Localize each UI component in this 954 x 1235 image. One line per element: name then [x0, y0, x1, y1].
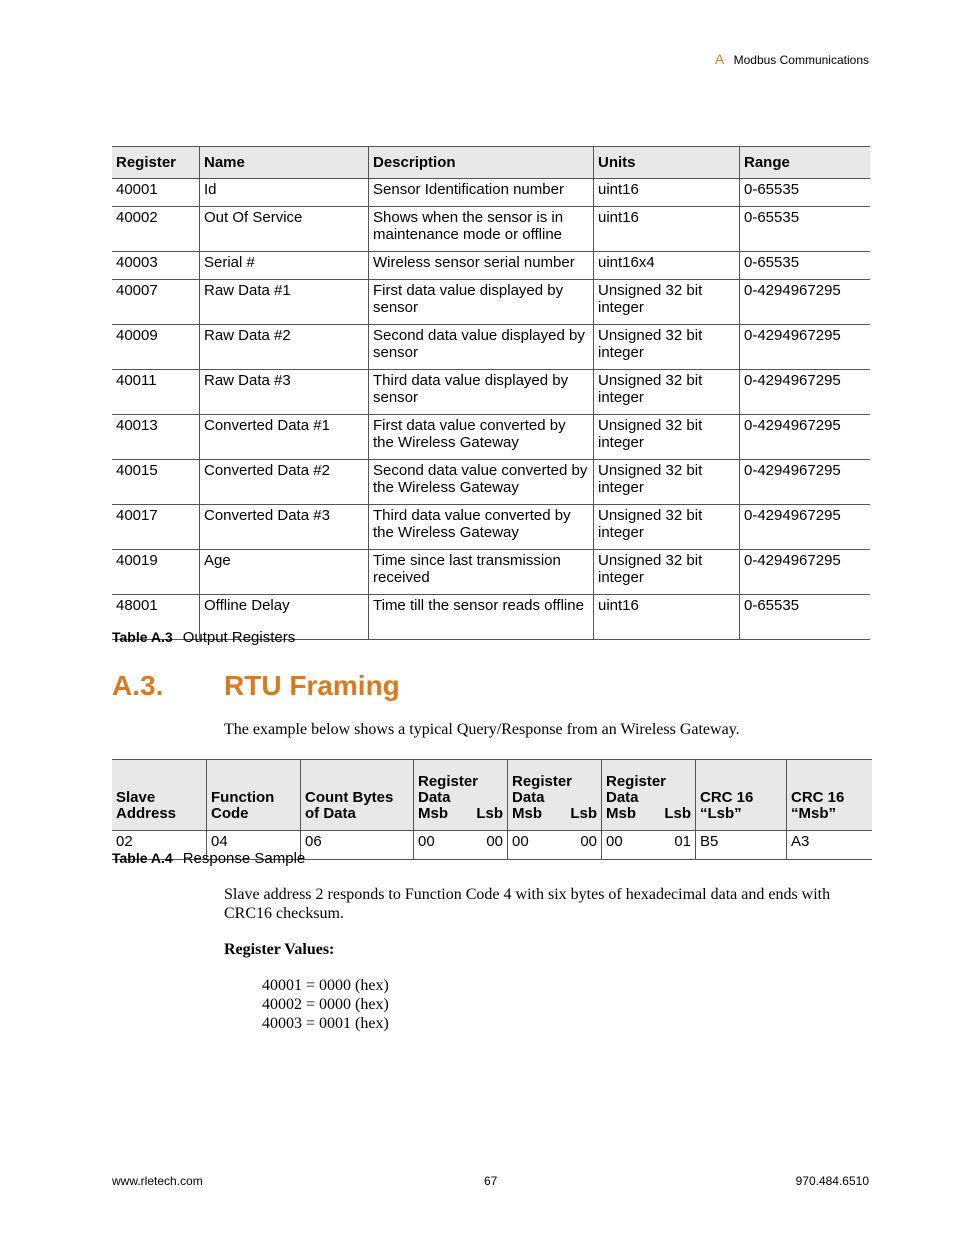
table-cell: Unsigned 32 bit integer: [594, 415, 740, 460]
column-header-count-bytes: [301, 760, 414, 831]
table-cell: Time since last transmission received: [369, 550, 594, 595]
table-cell: Id: [200, 179, 369, 207]
msb-value: 00: [512, 833, 529, 850]
column-header-register-data: [414, 760, 508, 831]
header-line: Address: [116, 805, 177, 822]
column-header: Name: [200, 147, 369, 179]
column-header-slave-address: [112, 760, 207, 831]
header-line: Data: [418, 789, 451, 806]
response-sample-table: [112, 759, 872, 860]
table-cell: Third data value converted by the Wireless Gateway: [369, 505, 594, 550]
table-cell: 04: [207, 831, 301, 860]
footer-website: www.rletech.com: [112, 1174, 203, 1188]
table-cell: Unsigned 32 bit integer: [594, 370, 740, 415]
table-cell: 0-4294967295: [740, 325, 871, 370]
lsb-label: Lsb: [476, 805, 503, 822]
caption-label: Table A.4: [112, 850, 173, 866]
column-header-register-data: [508, 760, 602, 831]
table-cell: uint16x4: [594, 252, 740, 280]
caption-text: Output Registers: [182, 629, 296, 646]
table-cell: 0-4294967295: [740, 550, 871, 595]
table-caption: [112, 629, 295, 646]
table-cell: Offline Delay: [200, 595, 369, 640]
table-cell: Out Of Service: [200, 207, 369, 252]
msb-label: Msb: [418, 805, 448, 822]
section-number: A.3.: [112, 670, 164, 701]
table-cell: Raw Data #2: [200, 325, 369, 370]
header-line: Register: [606, 773, 667, 790]
table-cell: [414, 831, 508, 860]
table-cell: 0-65535: [740, 179, 871, 207]
chapter-title: Modbus Communications: [733, 53, 869, 67]
table-cell: 40001: [112, 179, 200, 207]
header-line: Function: [211, 789, 275, 806]
table-cell: Unsigned 32 bit integer: [594, 325, 740, 370]
header-line: CRC 16: [700, 789, 754, 806]
table-cell: 0-65535: [740, 252, 871, 280]
table-row: [112, 550, 870, 595]
header-line: “Lsb”: [700, 805, 742, 822]
table-row: [112, 370, 870, 415]
lsb-label: Lsb: [570, 805, 597, 822]
table-row: [112, 325, 870, 370]
table-cell: 40003: [112, 252, 200, 280]
table-cell: uint16: [594, 207, 740, 252]
table-cell: 0-65535: [740, 207, 871, 252]
table-cell: uint16: [594, 595, 740, 640]
table-row: [112, 179, 870, 207]
msb-value: 00: [418, 833, 435, 850]
header-line: Count Bytes: [305, 789, 394, 806]
list-item: 40003 = 0001 (hex): [262, 1015, 389, 1032]
header-line: “Msb”: [791, 805, 836, 822]
table-row: [112, 207, 870, 252]
register-values-list: [262, 976, 389, 1033]
table-cell: A3: [787, 831, 873, 860]
table-row: [112, 252, 870, 280]
table-cell: 40013: [112, 415, 200, 460]
caption-text: Response Sample: [182, 850, 306, 867]
output-registers-table: [112, 146, 870, 640]
header-line: Code: [211, 805, 249, 822]
table-cell: 40007: [112, 280, 200, 325]
caption-label: Table A.3: [112, 629, 173, 645]
table-cell: First data value displayed by sensor: [369, 280, 594, 325]
table-row: [112, 460, 870, 505]
table-cell: 40019: [112, 550, 200, 595]
table-cell: 0-4294967295: [740, 280, 871, 325]
table-cell: Raw Data #1: [200, 280, 369, 325]
table-row: [112, 280, 870, 325]
table-cell: B5: [696, 831, 787, 860]
table-cell: 40017: [112, 505, 200, 550]
table-cell: 40009: [112, 325, 200, 370]
table-cell: Raw Data #3: [200, 370, 369, 415]
column-header: Register: [112, 147, 200, 179]
table-cell: Unsigned 32 bit integer: [594, 505, 740, 550]
table-cell: 40002: [112, 207, 200, 252]
header-line: Data: [606, 789, 639, 806]
register-values-heading: Register Values:: [224, 941, 335, 958]
table-cell: 02: [112, 831, 207, 860]
msb-value: 00: [606, 833, 623, 850]
lsb-label: Lsb: [664, 805, 691, 822]
table-cell: 40015: [112, 460, 200, 505]
table-cell: 0-4294967295: [740, 415, 871, 460]
lsb-value: 00: [580, 833, 597, 850]
table-cell: 0-4294967295: [740, 370, 871, 415]
body-paragraph: Slave address 2 responds to Function Code 4 with six bytes of hexadecimal data and ends with CRC16 checksum.: [224, 886, 831, 922]
intro-paragraph: The example below shows a typical Query/Response from an Wireless Gateway.: [224, 721, 740, 738]
column-header-function-code: [207, 760, 301, 831]
table-cell: Serial #: [200, 252, 369, 280]
column-header: Description: [369, 147, 594, 179]
table-cell: [508, 831, 602, 860]
table-cell: Age: [200, 550, 369, 595]
lsb-value: 00: [486, 833, 503, 850]
table-cell: Unsigned 32 bit integer: [594, 550, 740, 595]
footer-phone: 970.484.6510: [795, 1174, 869, 1188]
table-cell: Sensor Identification number: [369, 179, 594, 207]
table-header-row: [112, 147, 870, 179]
table-cell: Unsigned 32 bit integer: [594, 280, 740, 325]
header-line: Slave: [116, 789, 156, 806]
table-cell: Time till the sensor reads offline: [369, 595, 594, 640]
table-cell: Converted Data #2: [200, 460, 369, 505]
table-cell: Third data value displayed by sensor: [369, 370, 594, 415]
list-item: 40002 = 0000 (hex): [262, 996, 389, 1013]
table-row: [112, 505, 870, 550]
table-cell: Wireless sensor serial number: [369, 252, 594, 280]
table-cell: [602, 831, 696, 860]
list-item: 40001 = 0000 (hex): [262, 977, 389, 994]
table-cell: 48001: [112, 595, 200, 640]
column-header: Units: [594, 147, 740, 179]
column-header-crc-lsb: [696, 760, 787, 831]
table-cell: Unsigned 32 bit integer: [594, 460, 740, 505]
table-cell: uint16: [594, 179, 740, 207]
table-row: [112, 415, 870, 460]
table-cell: First data value converted by the Wireless Gateway: [369, 415, 594, 460]
page-header: [715, 51, 869, 67]
table-cell: 0-65535: [740, 595, 871, 640]
table-cell: Second data value displayed by sensor: [369, 325, 594, 370]
header-line: Register: [512, 773, 573, 790]
header-line: Register: [418, 773, 479, 790]
header-line: CRC 16: [791, 789, 845, 806]
column-header-register-data: [602, 760, 696, 831]
column-header-crc-msb: [787, 760, 873, 831]
table-cell: 0-4294967295: [740, 505, 871, 550]
msb-label: Msb: [606, 805, 636, 822]
lsb-value: 01: [674, 833, 691, 850]
table-cell: 06: [301, 831, 414, 860]
chapter-letter: A: [714, 51, 725, 67]
header-line: of Data: [305, 805, 356, 822]
footer-page-number: 67: [484, 1174, 498, 1188]
msb-label: Msb: [512, 805, 542, 822]
table-cell: Converted Data #3: [200, 505, 369, 550]
table-header-row: [112, 760, 872, 831]
table-cell: 0-4294967295: [740, 460, 871, 505]
table-cell: 40011: [112, 370, 200, 415]
table-cell: Second data value converted by the Wireless Gateway: [369, 460, 594, 505]
section-title: RTU Framing: [224, 670, 400, 701]
table-caption: [112, 850, 305, 867]
table-cell: Shows when the sensor is in maintenance mode or offline: [369, 207, 594, 252]
column-header: Range: [740, 147, 871, 179]
table-cell: Converted Data #1: [200, 415, 369, 460]
header-line: Data: [512, 789, 545, 806]
